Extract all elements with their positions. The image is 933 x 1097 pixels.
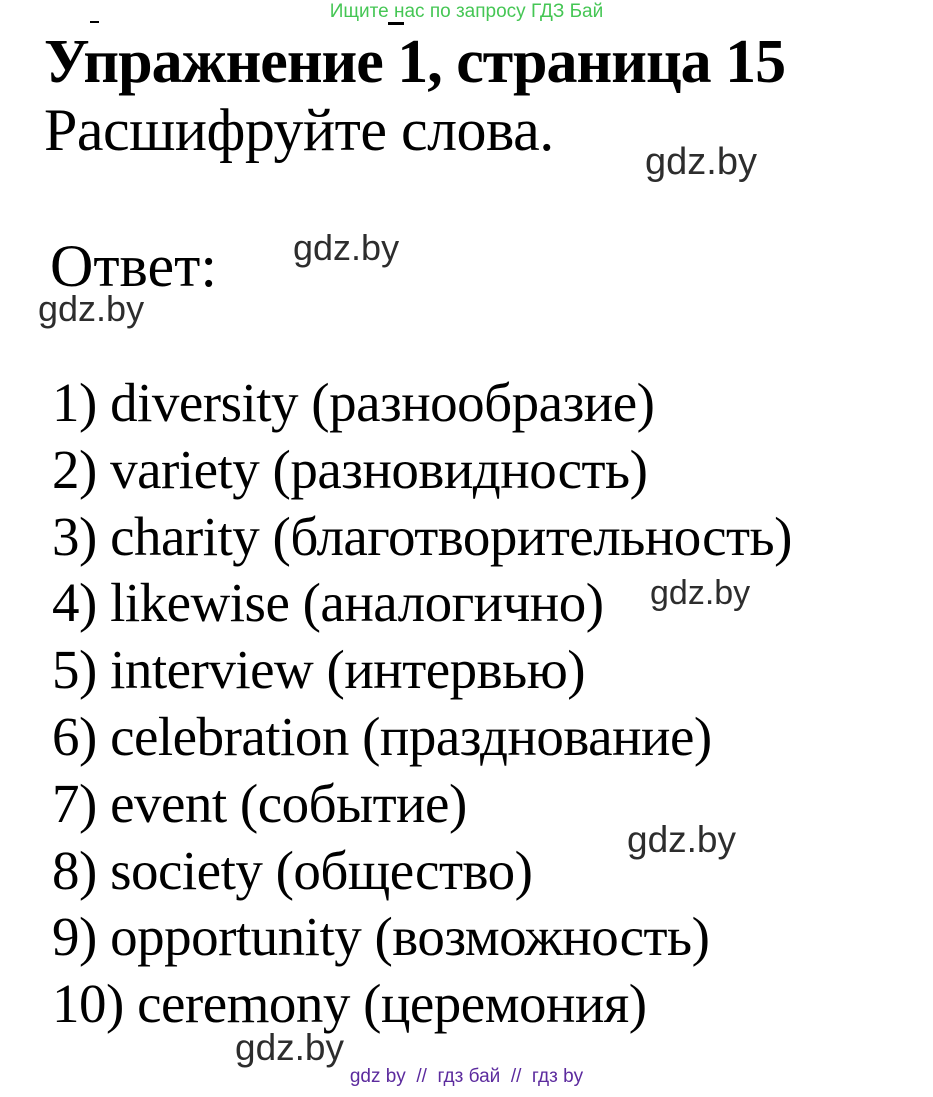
task-text: Расшифруйте слова. — [44, 97, 554, 163]
answer-label: Ответ: — [50, 233, 218, 299]
answer-list — [52, 370, 922, 1038]
gdz-watermark: gdz.by — [645, 141, 757, 183]
promo-banner: Ищите нас по запросу ГДЗ Бай — [329, 1, 604, 22]
list-item: 8) society (общество) — [52, 839, 533, 901]
gdz-watermark: gdz.by — [38, 288, 145, 329]
gdz-watermark: gdz.by — [293, 227, 400, 268]
gdz-watermark: gdz.by — [650, 574, 751, 612]
gdz-watermark: gdz.by — [627, 819, 737, 860]
gdz-watermark: gdz.by — [235, 1027, 345, 1068]
scan-artifact-dash — [388, 22, 404, 25]
list-item: 7) event (событие) — [52, 772, 467, 834]
list-item: 4) likewise (аналогично) — [52, 572, 604, 634]
list-item: 2) variety (разновидность) — [52, 438, 648, 500]
list-item: 3) charity (благотворительность) — [52, 505, 792, 567]
list-item: 1) diversity (разнообразие) — [52, 372, 655, 433]
list-item: 10) ceremony (церемония) — [52, 973, 647, 1035]
scan-artifact-dash — [90, 21, 99, 23]
list-item: 5) interview (интервью) — [52, 639, 586, 701]
page-title: Упражнение 1, страница 15 — [44, 28, 786, 96]
footer-tags: gdz by // гдз бай // гдз by — [349, 1066, 584, 1087]
list-item: 9) opportunity (возможность) — [52, 906, 710, 968]
list-item: 6) celebration (празднование) — [52, 705, 712, 767]
